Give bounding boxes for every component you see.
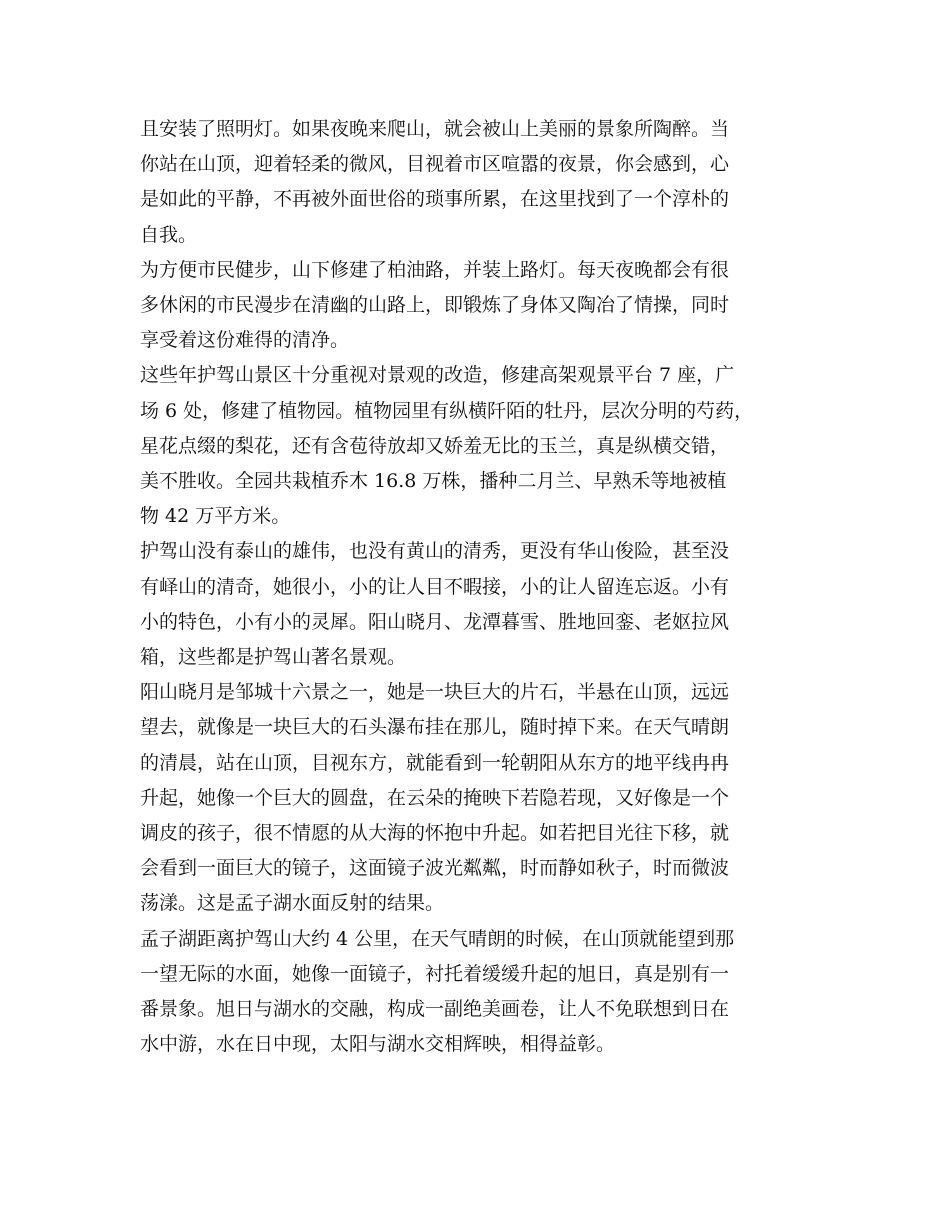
paragraph-morning-moon	[140, 675, 830, 921]
paragraph-mencius-lake	[140, 922, 830, 1063]
text-line: 的清晨，站在山顶，目视东方，就能看到一轮朝阳从东方的地平线冉冉	[140, 751, 730, 774]
text-line: 望去，就像是一块巨大的石头瀑布挂在那儿，随时掉下来。在天气晴朗	[140, 716, 730, 739]
text-line: 番景象。旭日与湖水的交融，构成一副绝美画卷，让人不免联想到日在	[140, 998, 730, 1021]
paragraph-landmarks	[140, 534, 830, 675]
paragraph-scenic-renovation	[140, 358, 830, 534]
text-line: 一望无际的水面，她像一面镜子，衬托着缓缓升起的旭日，真是别有一	[140, 962, 730, 985]
text-line: 美不胜收。全园共栽植乔木 16.8 万株，播种二月兰、早熟禾等地被植	[140, 470, 727, 493]
text-line: 升起，她像一个巨大的圆盘，在云朵的掩映下若隐若现，又好像是一个	[140, 786, 730, 809]
text-line: 享受着这份难得的清净。	[140, 329, 350, 352]
document-body	[140, 112, 830, 1062]
text-line: 孟子湖距离护驾山大约 4 公里，在天气晴朗的时候，在山顶就能望到那	[140, 927, 735, 950]
text-line: 调皮的孩子，很不情愿的从大海的怀抱中升起。如若把目光往下移，就	[140, 822, 730, 845]
text-line: 小的特色，小有小的灵犀。阳山晓月、龙潭暮雪、胜地回銮、老妪拉风	[140, 610, 730, 633]
text-line: 会看到一面巨大的镜子，这面镜子波光粼粼，时而静如秋子，时而微波	[140, 857, 730, 880]
text-line: 是如此的平静，不再被外面世俗的琐事所累，在这里找到了一个淳朴的	[140, 188, 730, 211]
text-line: 场 6 处，修建了植物园。植物园里有纵横阡陌的牡丹，层次分明的芍药，	[140, 399, 754, 422]
text-line: 且安装了照明灯。如果夜晚来爬山，就会被山上美丽的景象所陶醉。当	[140, 118, 730, 140]
text-line: 自我。	[140, 223, 198, 246]
text-line: 星花点缀的梨花，还有含苞待放却又娇羞无比的玉兰，真是纵横交错，	[140, 434, 730, 457]
text-line: 物 42 万平方米。	[140, 505, 291, 528]
text-line: 荡漾。这是孟子湖水面反射的结果。	[140, 892, 445, 915]
text-line: 多休闲的市民漫步在清幽的山路上，即锻炼了身体又陶冶了情操，同时	[140, 294, 730, 317]
text-line: 箱，这些都是护驾山著名景观。	[140, 646, 407, 669]
text-line: 这些年护驾山景区十分重视对景观的改造，修建高架观景平台 7 座，广	[140, 364, 735, 387]
text-line: 为方便市民健步，山下修建了柏油路，并装上路灯。每天夜晚都会有很	[140, 258, 730, 281]
text-line: 你站在山顶，迎着轻柔的微风，目视着市区喧嚣的夜景，你会感到，心	[140, 153, 730, 176]
paragraph-night-climb	[140, 112, 830, 253]
text-line: 水中游，水在日中现，太阳与湖水交相辉映，相得益彰。	[140, 1033, 616, 1056]
text-line: 阳山晓月是邹城十六景之一，她是一块巨大的片石，半悬在山顶，远远	[140, 681, 730, 704]
text-line: 有峄山的清奇，她很小，小的让人目不暇接，小的让人留连忘返。小有	[140, 575, 730, 598]
paragraph-road	[140, 253, 830, 359]
text-line: 护驾山没有泰山的雄伟，也没有黄山的清秀，更没有华山俊险，甚至没	[140, 540, 730, 563]
